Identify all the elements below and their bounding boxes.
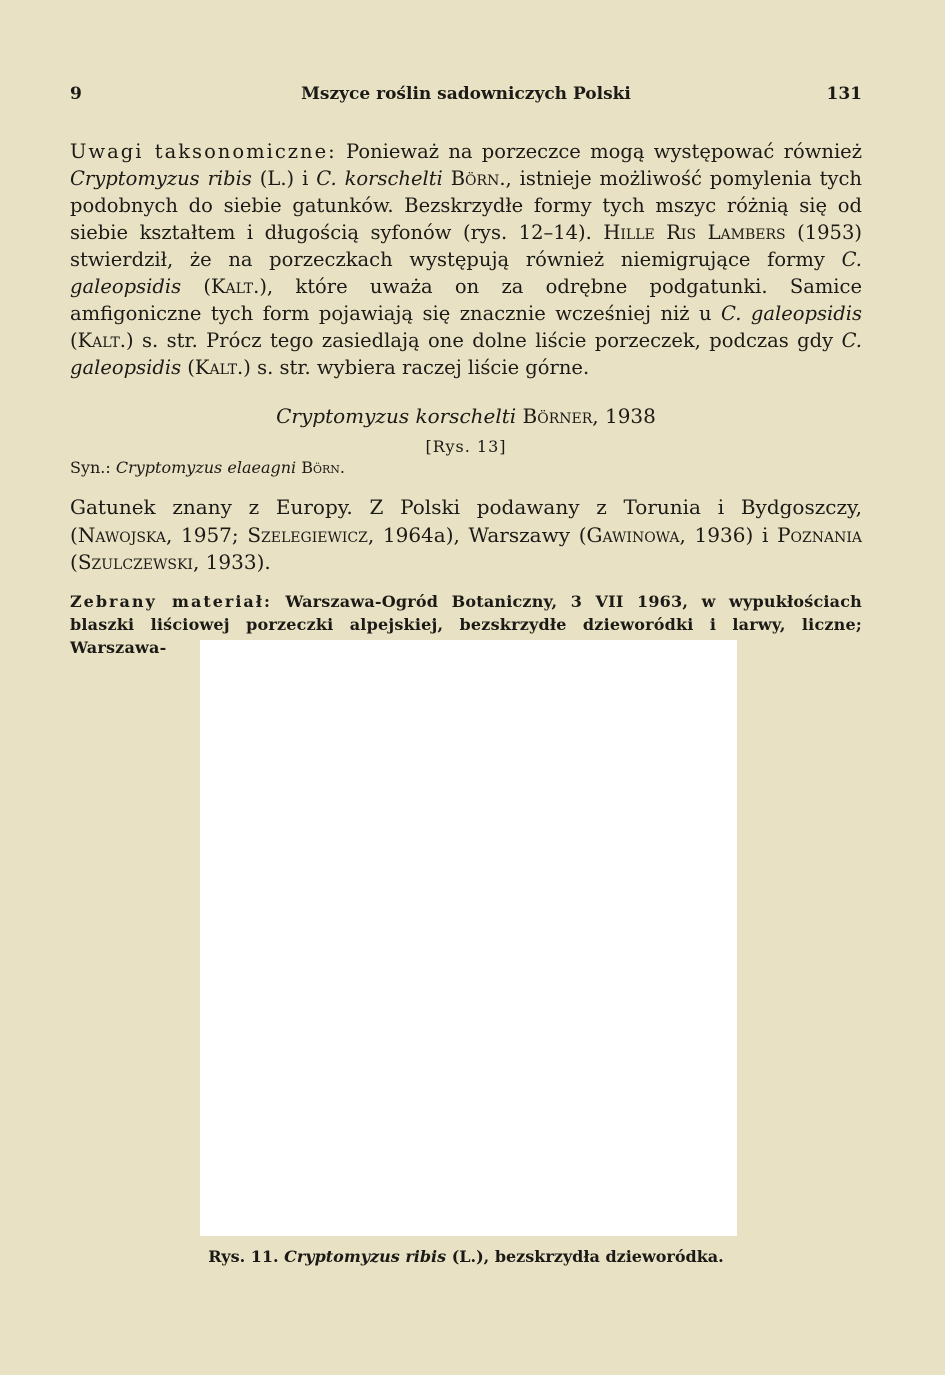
caption-species: Cryptomyzus ribis bbox=[284, 1247, 447, 1266]
text-run: Gatunek znany z Europy. Z Polski podawany z Torunia i Bydgoszczy, ( bbox=[70, 495, 862, 547]
author-name: Kalt. bbox=[194, 356, 244, 379]
remarks-lead: Uwagi taksonomiczne: bbox=[70, 140, 337, 163]
author-name: Kalt. bbox=[77, 329, 126, 352]
material-lead: Zebrany materiał: bbox=[70, 592, 272, 611]
running-header bbox=[70, 84, 862, 110]
species-heading-name: Cryptomyzus korschelti bbox=[276, 404, 517, 428]
author-name: Nawojska bbox=[77, 522, 166, 547]
author-name: Szulczewski bbox=[77, 550, 193, 574]
author-name: Kalt. bbox=[210, 275, 260, 298]
text-run: ( bbox=[181, 356, 195, 379]
caption-label: Rys. 11. bbox=[208, 1247, 285, 1266]
caption-rest: (L.), bezskrzydła dzieworódka. bbox=[446, 1247, 724, 1266]
figure-reference: [Rys. 13] bbox=[425, 437, 507, 456]
author-name: Szelegiewicz bbox=[247, 522, 368, 547]
text-run: ) s. str. Prócz tego zasiedlają one dolne liście porzeczek, podczas gdy bbox=[125, 329, 842, 352]
chapter-number: 9 bbox=[70, 84, 82, 104]
text-run: , 1936) i bbox=[679, 522, 778, 547]
author-name: Börn. bbox=[442, 167, 506, 190]
text-run: ( bbox=[181, 275, 211, 298]
text-run: (L.) i bbox=[251, 167, 317, 190]
text-run: ), które uważa on za odrębne podgatunki. Samice amfigoniczne tych form pojawiają się znacznie wcześniej niż u bbox=[70, 275, 863, 325]
material-text: Warszawa-Ogród Botaniczny, 3 VII 1963, w wypukłościach blaszki liściowej porzeczki alpejskiej, bezskrzydłe dzieworódki i larwy, liczne; Warszawa- bbox=[70, 592, 863, 657]
place-name: Poznania bbox=[777, 522, 862, 547]
text-run: Ponieważ na porzeczce mogą występować również bbox=[336, 140, 862, 163]
text-run: , istnieje możliwość pomylenia tych podobnych do siebie gatunków. Bezskrzydłe formy tych mszyc różnią się od siebie kształtem i długością syfonów (rys. 12–14). bbox=[70, 167, 862, 244]
figure-image-placeholder bbox=[200, 640, 737, 1236]
species-heading bbox=[70, 404, 862, 428]
text-run: ) s. str. wybiera raczej liście górne. bbox=[243, 356, 590, 379]
synonym-name: Cryptomyzus elaeagni bbox=[115, 458, 297, 477]
distribution-paragraph bbox=[70, 494, 862, 577]
figure-caption bbox=[70, 1247, 862, 1266]
running-title: Mszyce roślin sadowniczych Polski bbox=[301, 84, 631, 104]
page-number: 131 bbox=[826, 84, 862, 104]
species-name: C. galeopsidis bbox=[70, 329, 862, 379]
text-run: , 1964a), Warszawy ( bbox=[367, 522, 587, 547]
species-heading-author: Börner, 1938 bbox=[516, 404, 656, 428]
synonym-line bbox=[70, 458, 345, 477]
species-name: C. galeopsidis bbox=[70, 248, 862, 298]
text-run: ( bbox=[70, 329, 78, 352]
species-name: Cryptomyzus ribis bbox=[70, 167, 252, 190]
species-name: C. galeopsidis bbox=[721, 302, 862, 325]
synonym-author: Börn. bbox=[296, 458, 346, 477]
text-run: (1953) stwierdził, że na porzeczkach występują również niemigrujące formy bbox=[70, 221, 862, 271]
species-name: C. korschelti bbox=[316, 167, 443, 190]
synonym-label: Syn.: bbox=[70, 458, 116, 477]
text-run: ( bbox=[70, 550, 78, 574]
taxonomic-remarks-paragraph bbox=[70, 138, 862, 381]
text-run: , 1933). bbox=[192, 550, 271, 574]
text-run: , 1957; bbox=[165, 522, 248, 547]
author-name: Gawinowa bbox=[586, 522, 680, 547]
author-name: Hille Ris Lambers bbox=[603, 221, 786, 244]
